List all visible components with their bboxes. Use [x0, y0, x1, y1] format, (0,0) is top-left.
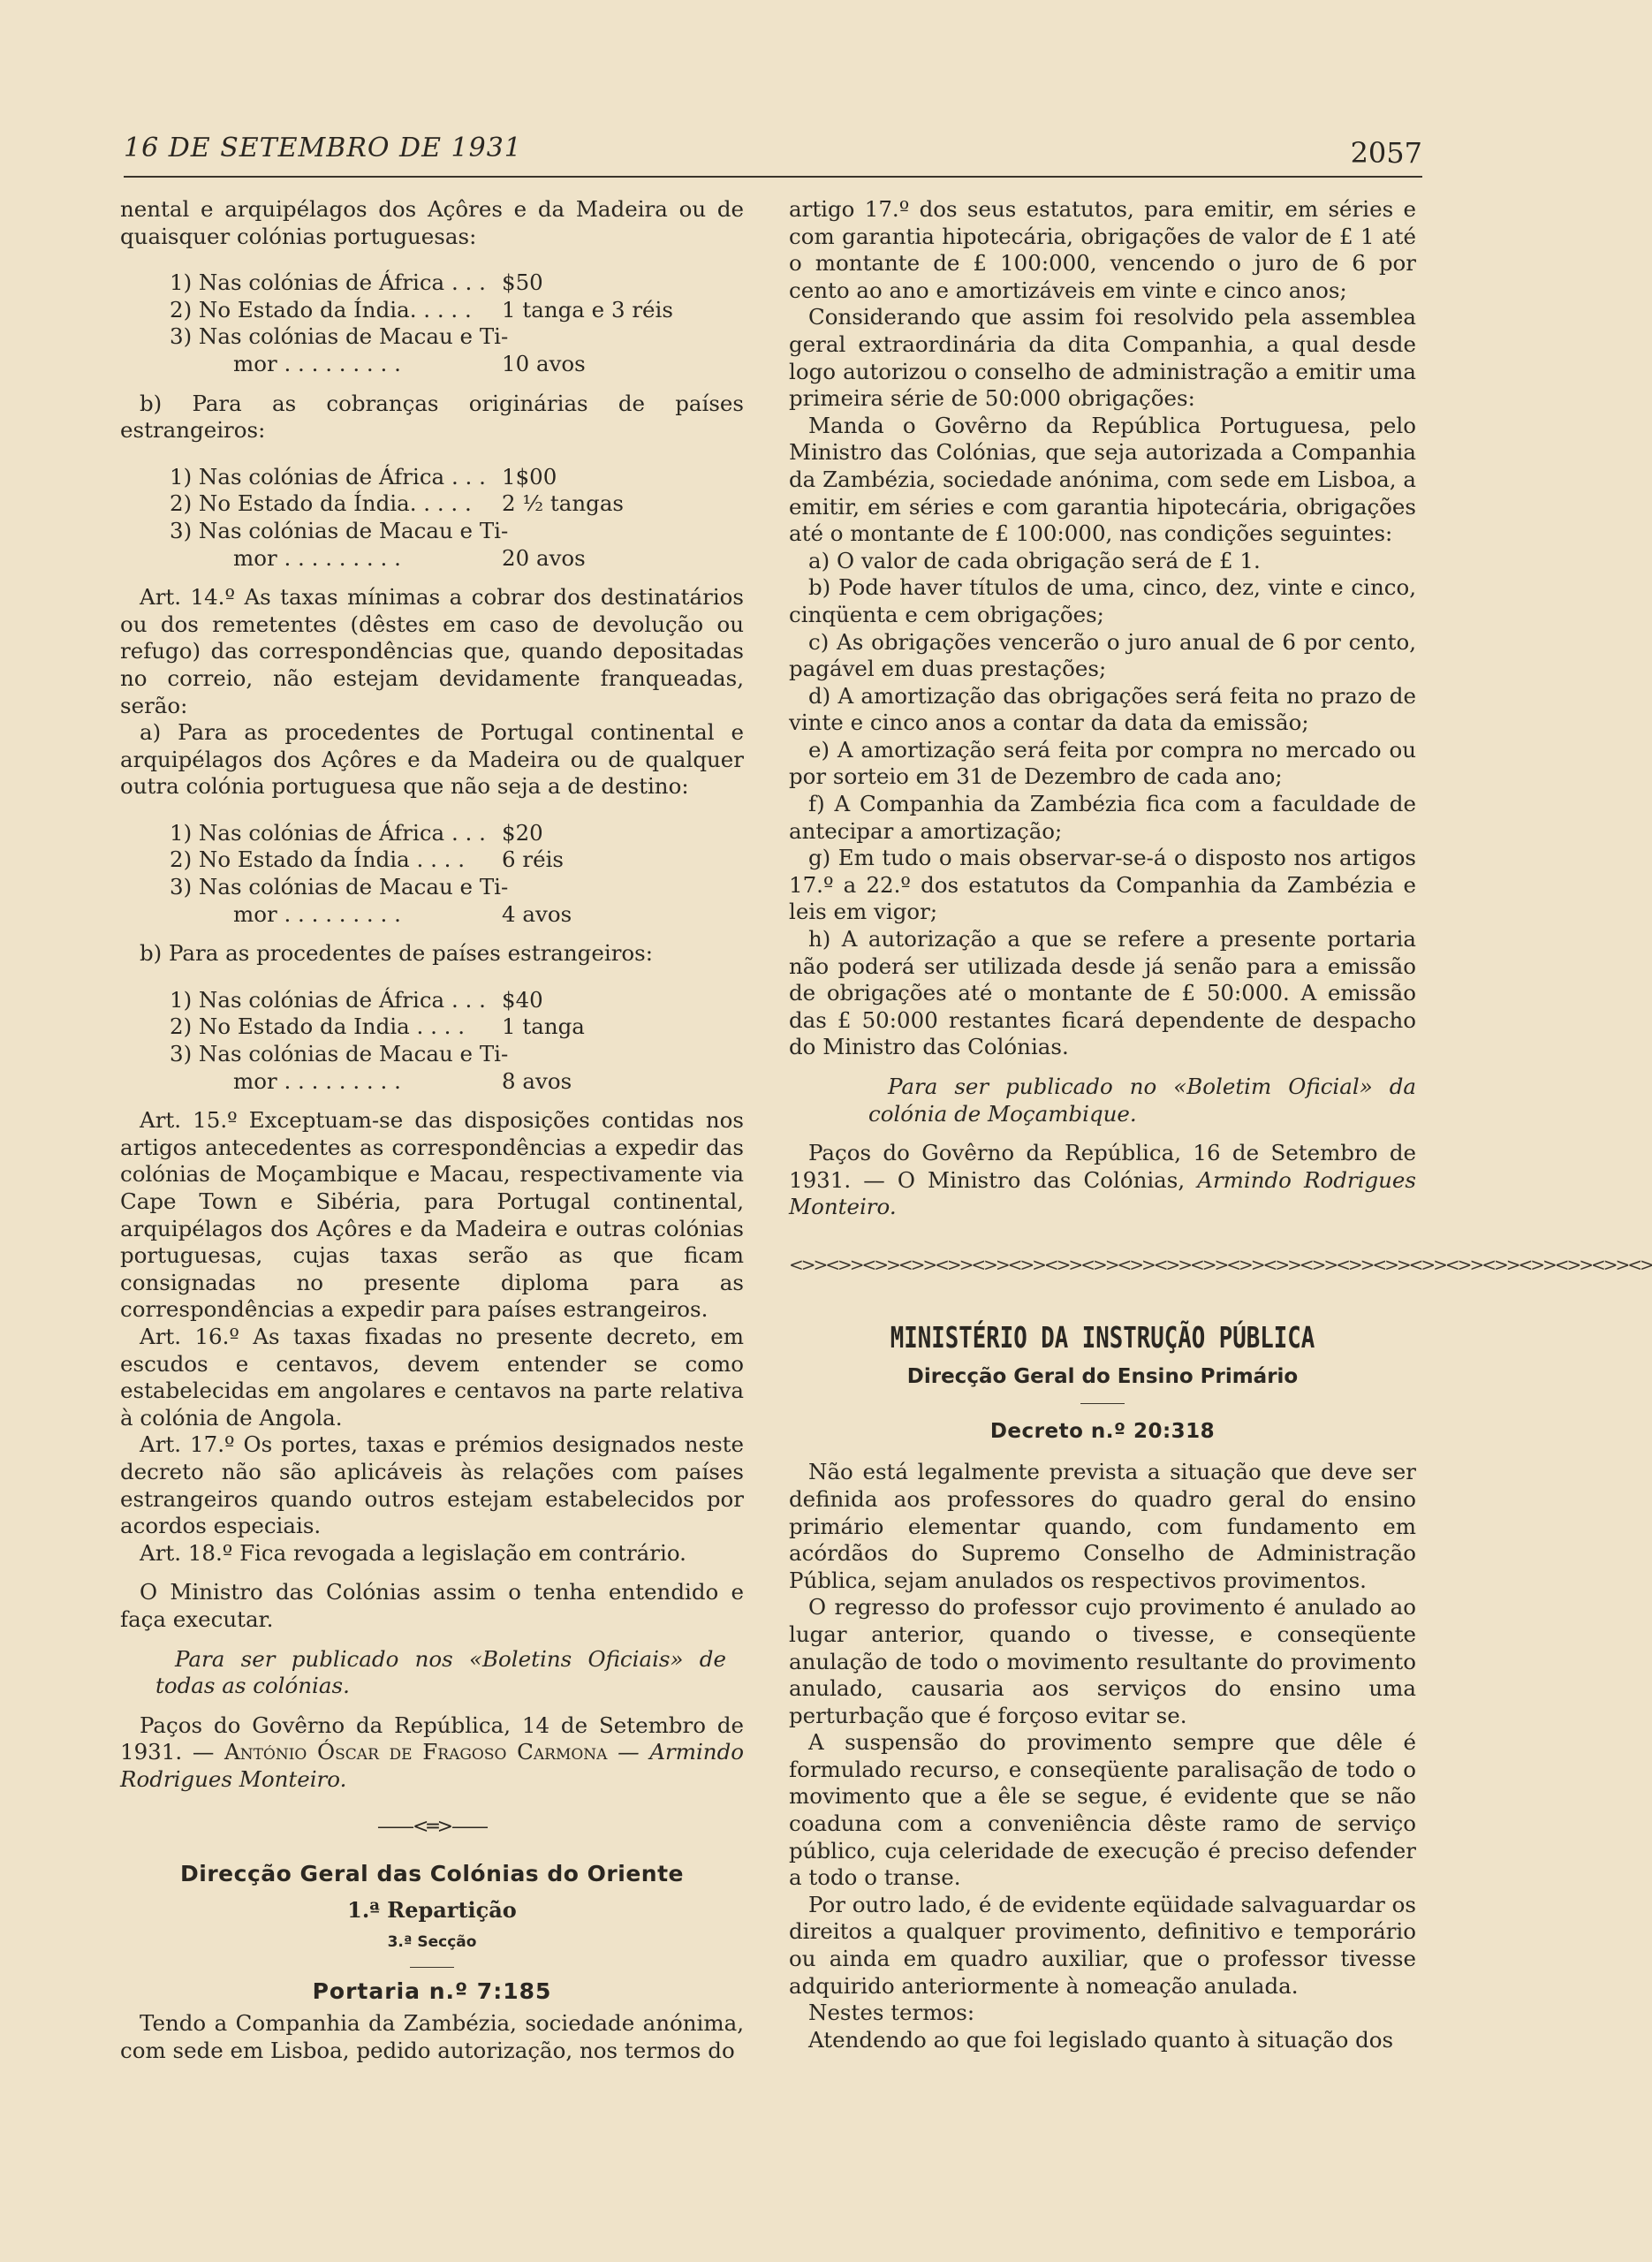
- list-item: [120, 846, 744, 874]
- header-rule: [124, 176, 1422, 178]
- clause-d: d) A amortização das obrigações será feita no prazo de vinte e cinco anos a contar da data da emissão;: [789, 682, 1416, 736]
- short-rule: [410, 1967, 454, 1968]
- short-rule: [1080, 1403, 1125, 1404]
- paragraph: nental e arquipélagos dos Açôres e da Madeira ou de quaisquer colónias portuguesas:: [120, 196, 744, 249]
- rate-label: 3) Nas colónias de Macau e Ti-: [170, 874, 509, 900]
- article-17: Art. 17.º Os portes, taxas e prémios designados neste decreto não são aplicáveis às relações com países estrangeiros quando outros estejam estabelecidos por acordos especiais.: [120, 1431, 744, 1539]
- section-divider: ——<═>——: [376, 1816, 488, 1839]
- paragraph: Atendendo ao que foi legislado quanto à situação dos: [808, 2026, 1394, 2053]
- rate-label: 2) No Estado da Índia . . . .: [170, 846, 466, 873]
- rate-value: 2 ½ tangas: [502, 490, 625, 517]
- rate-list-a: [120, 269, 744, 377]
- rate-label: mor . . . . . . . . .: [233, 900, 401, 927]
- list-item: [120, 518, 744, 545]
- closing-paragraph: O Ministro das Colónias assim o tenha entendido e faça executar.: [120, 1579, 744, 1632]
- signature-block: [789, 1140, 1416, 1221]
- rate-value: $50: [502, 269, 543, 296]
- seccao-heading: 3.ª Secção: [387, 1933, 477, 1952]
- rate-label: 2) No Estado da India . . . .: [170, 1013, 466, 1040]
- rate-list-b: [120, 464, 744, 572]
- signature-president: António Óscar de Fragoso Carmona: [224, 1739, 608, 1765]
- list-item: [120, 323, 744, 351]
- decreto-heading: Decreto n.º 20:318: [989, 1419, 1216, 1443]
- rate-list-d: [120, 987, 744, 1095]
- rate-value: 6 réis: [502, 846, 564, 873]
- paragraph: Não está legalmente prevista a situação que deve ser definida aos professores do quadro geral do ensino primário elementar quando, com fundamento em acórdãos do Supremo Conselho de Administração Pública, sejam anulados os respectivos provimentos.: [789, 1459, 1416, 1593]
- rate-label: 1) Nas colónias de África . . .: [170, 269, 486, 296]
- signature-minister: — Armindo Rodrigues Monteiro.: [120, 1739, 744, 1792]
- list-item: [120, 351, 744, 378]
- section-heading: Direcção Geral do Ensino Primário: [906, 1365, 1299, 1389]
- clause-a: a) O valor de cada obrigação será de £ 1.: [808, 547, 1261, 573]
- list-item: [120, 269, 744, 297]
- rate-label: 2) No Estado da Índia. . . . .: [170, 490, 472, 517]
- rate-value: 1 tanga e 3 réis: [502, 296, 673, 323]
- list-item: [120, 901, 744, 929]
- list-item: [120, 820, 744, 847]
- signature-text: Paços do Govêrno da República, 16 de Setembro de 1931. — O Ministro das Colónias,: [789, 1140, 1416, 1193]
- rate-label: 3) Nas colónias de Macau e Ti-: [170, 517, 509, 543]
- rate-value: 20 avos: [502, 544, 586, 571]
- article-16: Art. 16.º As taxas fixadas no presente decreto, em escudos e centavos, devem entender se como estabelecidas em angolares e centavos na parte relativa à colónia de Angola.: [120, 1323, 744, 1431]
- rate-label: 3) Nas colónias de Macau e Ti-: [170, 1041, 509, 1067]
- left-column: [120, 196, 744, 2065]
- right-column: [789, 196, 1652, 2053]
- ornamental-divider: <>><>><>><>><>><>><>><>><>><>><>><>><>><>><>><>><>><>><>><>><>><>><>><>: [789, 1253, 1652, 1275]
- publication-note: Para ser publicado nos «Boletins Oficiais» de todas as colónias.: [155, 1645, 726, 1699]
- rate-value: 8 avos: [502, 1067, 572, 1094]
- paragraph: a) Para as procedentes de Portugal continental e arquipélagos dos Açôres e da Madeira ou de qualquer outra colónia portuguesa que não seja a de destino:: [120, 719, 744, 800]
- portaria-heading: Portaria n.º 7:185: [312, 1977, 552, 2004]
- rate-value: $40: [502, 986, 543, 1013]
- rate-label: 1) Nas colónias de África . . .: [170, 819, 486, 846]
- clause-b: b) Pode haver títulos de uma, cinco, dez, vinte e cinco, cinqüenta e cem obrigações;: [789, 574, 1416, 627]
- list-item: [120, 1013, 744, 1041]
- rate-label: 3) Nas colónias de Macau e Ti-: [170, 323, 509, 350]
- rate-value: 1$00: [502, 463, 557, 490]
- page-number: 2057: [1350, 136, 1422, 170]
- list-item: [120, 297, 744, 324]
- header-date: 16 DE SETEMBRO DE 1931: [124, 133, 522, 163]
- rate-label: 1) Nas colónias de África . . .: [170, 986, 486, 1013]
- paragraph: Nestes termos:: [808, 2000, 975, 2026]
- reparticao-heading: 1.ª Repartição: [347, 1896, 517, 1923]
- list-item: [120, 490, 744, 518]
- rate-label: mor . . . . . . . . .: [233, 544, 401, 571]
- clause-c: c) As obrigações vencerão o juro anual de 6 por cento, pagável em duas prestações;: [789, 628, 1416, 682]
- list-item: [120, 987, 744, 1014]
- rate-label: mor . . . . . . . . .: [233, 350, 401, 376]
- paragraph: Manda o Govêrno da República Portuguesa, pelo Ministro das Colónias, que seja autorizada a Companhia da Zambézia, sociedade anónima, com sede em Lisboa, a emitir, em séries e com garantia hipotecária, obrigações até o montante de £ 100:000, nas condições seguintes:: [789, 412, 1416, 547]
- list-item: [120, 545, 744, 573]
- article-18: Art. 18.º Fica revogada a legislação em contrário.: [140, 1539, 686, 1566]
- paragraph: Por outro lado, é de evidente eqüidade salvaguardar os direitos a qualquer provimento, definitivo e temporário ou ainda em quadro auxiliar, que o professor tivesse adquirido anteriormente à nomeação anulada.: [789, 1891, 1416, 1999]
- rate-label: 1) Nas colónias de África . . .: [170, 463, 486, 490]
- rate-label: mor . . . . . . . . .: [233, 1067, 401, 1094]
- list-item: [120, 874, 744, 901]
- rate-value: 1 tanga: [502, 1013, 585, 1040]
- paragraph: A suspensão do provimento sempre que dêle é formulado recurso, e conseqüente paralisação de todo o movimento que a êle se segue, é evidente que se não coaduna com a conveniência dêste ramo de serviço público, cuja celeridade de execução é preciso defender a todo o transe.: [789, 1729, 1416, 1891]
- list-item: [120, 1068, 744, 1096]
- clause-g: g) Em tudo o mais observar-se-á o disposto nos artigos 17.º a 22.º dos estatutos da Companhia da Zambézia e leis em vigor;: [789, 845, 1416, 925]
- clause-h: h) A autorização a que se refere a presente portaria não poderá ser utilizada desde já senão para a emissão de obrigações até o montante de £ 50:000. A emissão das £ 50:000 restantes ficará dependente de despacho do Ministro das Colónias.: [789, 926, 1416, 1060]
- rate-value: $20: [502, 819, 543, 846]
- publication-note: Para ser publicado no «Boletim Oficial» da colónia de Moçambique.: [868, 1074, 1416, 1127]
- paragraph: b) Para as procedentes de países estrangeiros:: [140, 940, 653, 967]
- clause-e: e) A amortização será feita por compra no mercado ou por sorteio em 31 de Dezembro de cada ano;: [789, 736, 1416, 790]
- section-heading: Direcção Geral das Colónias do Oriente: [180, 1861, 684, 1887]
- list-item: [120, 1041, 744, 1068]
- rate-value: 4 avos: [502, 900, 572, 927]
- rate-value: 10 avos: [502, 350, 586, 376]
- rate-label: 2) No Estado da Índia. . . . .: [170, 296, 472, 323]
- list-item: [120, 464, 744, 491]
- paragraph: Considerando que assim foi resolvido pela assemblea geral extraordinária da dita Companhia, a qual desde logo autorizou o conselho de administração a emitir uma primeira série de 50:000 obrigações:: [789, 304, 1416, 412]
- paragraph: O regresso do professor cujo provimento é anulado ao lugar anterior, quando o tivesse, e conseqüente anulação de todo o movimento resultante do provimento anulado, causaria aos serviços do ensino uma perturbação que é forçoso evitar se.: [789, 1594, 1416, 1728]
- paragraph: Tendo a Companhia da Zambézia, sociedade anónima, com sede em Lisboa, pedido autorização, nos termos do: [120, 2010, 744, 2064]
- signature-text: Paços do Govêrno da República, 14 de Setembro de 1931. —: [120, 1712, 744, 1765]
- article-14: Art. 14.º As taxas mínimas a cobrar dos destinatários ou dos remetentes (dêstes em caso de devolução ou refugo) das correspondências que, quando depositadas no correio, não estejam devidamente franqueadas, serão:: [120, 584, 744, 718]
- article-15: Art. 15.º Exceptuam-se das disposições contidas nos artigos antecedentes as correspondências a expedir das colónias de Moçambique e Macau, respectivamente via Cape Town e Sibéria, para Portugal continental, arquipélagos dos Açôres e da Madeira e outras colónias portuguesas, cujas taxas serão as que ficam consignadas no presente diploma para as correspondências a expedir para países estrangeiros.: [120, 1107, 744, 1323]
- paragraph: artigo 17.º dos seus estatutos, para emitir, em séries e com garantia hipotecária, obrigações de valor de £ 1 até o montante de £ 100:000, vencendo o juro de 6 por cento ao ano e amortizáveis em vinte e cinco anos;: [789, 196, 1416, 303]
- signature-minister: Armindo Rodrigues Monteiro.: [789, 1166, 1416, 1220]
- rate-list-c: [120, 820, 744, 928]
- paragraph: b) Para as cobranças originárias de países estrangeiros:: [120, 390, 744, 444]
- ministry-heading: MINISTÉRIO DA INSTRUÇÃO PÚBLICA: [890, 1319, 1315, 1355]
- page-header: [124, 133, 1422, 177]
- clause-f: f) A Companhia da Zambézia fica com a faculdade de antecipar a amortização;: [789, 791, 1416, 844]
- signature-block: [120, 1712, 744, 1794]
